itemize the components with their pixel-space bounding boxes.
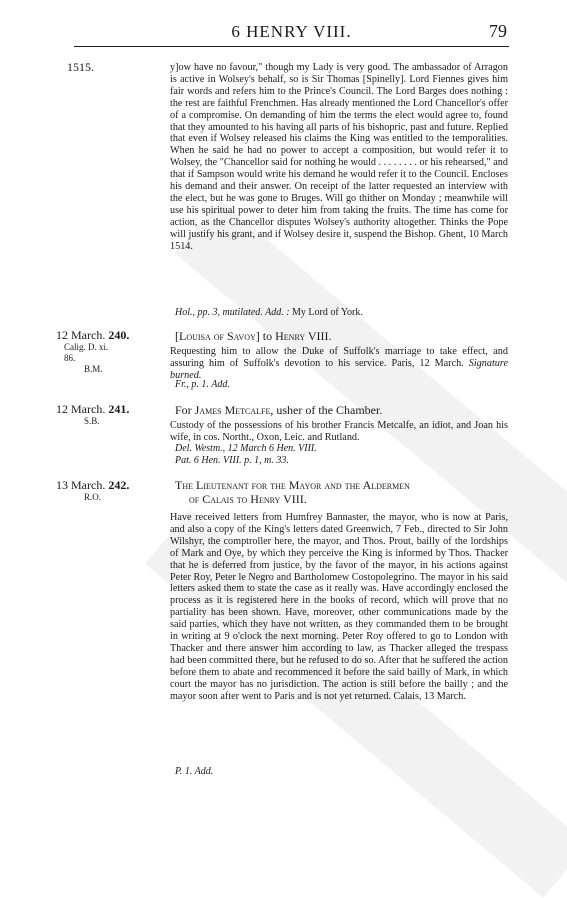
margin-year bbox=[67, 61, 131, 74]
entry-continuation-text: y]ow have no favour," though my Lady is very good. The ambassador of Arragon is active in Wolsey's behalf, so is Sir Thomas [Spinelly]. Lord Fiennes gives him fair words and refers him to the Prince's Council. The Lord Barges does nothing : the rest are faithful Frenchmen. Has already mentioned the Lord Chancellor's offer of a compromise. On demanding of him the terms the elect would agree to, found that they amounted to his having all parts of his bishopric, past and future. Replied that even if Wolsey released his claims the King was entitled to the temporalities. When he said he had no power to accept a composition, but would refer it to Wolsey, the "Chancellor said for nothing he would . . . . . . . . or his rehearsed," and that if Sampson would write his demand he would refer it to the Council. Encloses his demand and their answer. On receipt of the latter requested an interview with the elect, but he was gone to Bruges. Will go thither on Monday ; meanwhile will use his spiritual power to deter him from taking the fruits. The time has come for action, as the Chancellor disputes Wolsey's authority altogether. Thinks the Pope will justify his grant, and if Wolsey desire it, suspend the Bishop. Ghent, 10 March 1514. bbox=[170, 62, 508, 252]
entry-240-source: B.M. bbox=[84, 364, 103, 374]
entry-241-number: 241. bbox=[108, 402, 130, 416]
entry-242-source: R.O. bbox=[84, 492, 102, 502]
margin-entry-240 bbox=[56, 328, 130, 375]
entry-241-text: Custody of the possessions of his brother Francis Metcalfe, an idiot, and Joan his wife, in cos. Northt., Oxon, Leic. and Rutland. bbox=[170, 420, 508, 443]
page-title: 6 HENRY VIII. bbox=[231, 22, 352, 41]
margin-entry-241 bbox=[56, 402, 130, 427]
entry-242-date: 13 March. bbox=[56, 478, 106, 492]
entry-241-source: S.B. bbox=[84, 416, 100, 426]
entry-242-note: P. 1. Add. bbox=[175, 766, 214, 777]
entry-241-heading: For James Metcalfe, usher of the Chamber. bbox=[175, 403, 383, 417]
entry-241-note: Pat. 6 Hen. VIII. p. 1, m. 33. bbox=[175, 455, 289, 466]
year-label: 1515. bbox=[67, 60, 94, 74]
entry-240-note: Fr., p. 1. Add. bbox=[175, 379, 230, 390]
page-header bbox=[74, 20, 509, 47]
margin-entry-242 bbox=[56, 478, 130, 503]
entry-242-number: 242. bbox=[108, 478, 130, 492]
entry-240-reference: Calig. D. xi. 86. bbox=[64, 342, 109, 363]
entry-240-heading: [Louisa of Savoy] to Henry VIII. bbox=[175, 329, 332, 343]
page-number: 79 bbox=[489, 21, 507, 41]
entry-242-heading: The Lieutenant for the Mayor and the Aldermen of Calais to Henry VIII. bbox=[175, 478, 410, 506]
entry-242-text: Have received letters from Humfrey Bannaster, the mayor, who is now at Paris, and also a copy of the King's letters dated Greenwich, 7 Feb., directed to Sir John Wilshyr, the comptroller here, the mayor, and Thos. Prout, bailly of the lordships of Mark and Oye, by which they perceive the King is informed by Thos. Thacker that he is deferred from justice, by the favor of the mayor, in his actions against Peter Roy, Peter le Negro and Bartholomew Costopolegrino. The mayor in his said letters asked them to state the case as it really was. Have accordingly enclosed the process as it is registered here in the books of record, which will prove that no partiality has been shown. Have, moreover, other communications made by the said parties, which they have not written, as they commanded them to be brought in writing at 9 o'clock the next morning. Peter Roy offered to go to London with Thacker and there answer him according to law, as Thacker alleged the trespass had been committed there, but he refused to do so. After that he suffered the action before them to abate and recommenced it before the said bailly of Mark, in which court the mayor has no jurisdiction. The action is still before the bailly ; and the mayor soon after went to Paris and is not yet returned. Calais, 13 March. bbox=[170, 512, 508, 702]
entry-continuation-note: Hol., pp. 3, mutilated. Add. : My Lord of York. bbox=[175, 307, 363, 318]
entry-240-number: 240. bbox=[108, 328, 130, 342]
entry-241-delivery: Del. Westm., 12 March 6 Hen. VIII. bbox=[175, 443, 317, 454]
entry-240-text: Requesting him to allow the Duke of Suffolk's marriage to take effect, and assuring him of Suffolk's devotion to his service. Paris, 12 March. Signature burned. bbox=[170, 346, 508, 381]
entry-240-date: 12 March. bbox=[56, 328, 106, 342]
entry-241-date: 12 March. bbox=[56, 402, 106, 416]
